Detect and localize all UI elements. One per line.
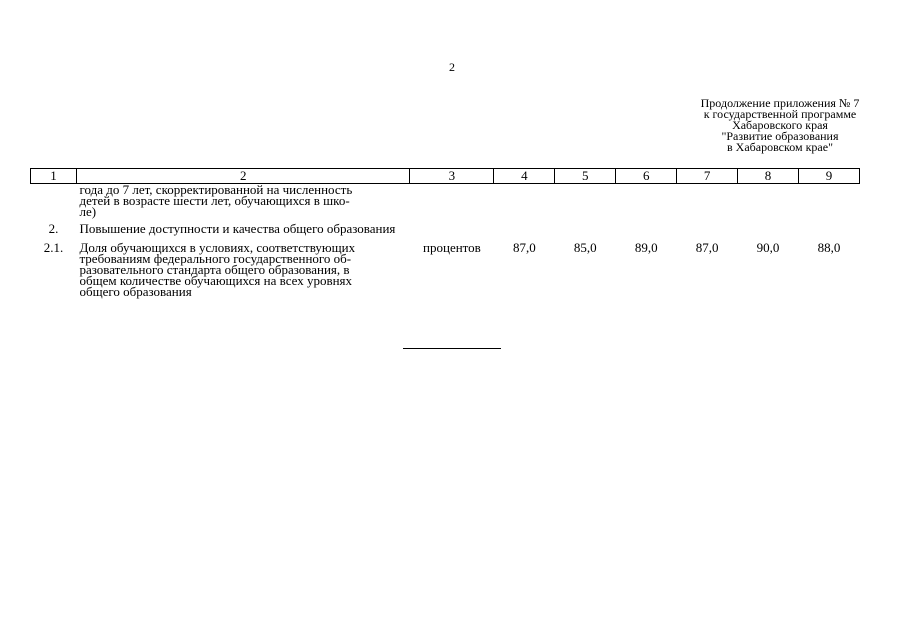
continuation-row xyxy=(31,184,860,218)
text-line: детей в возрасте шести лет, обучающихся в шко- xyxy=(79,193,350,208)
indicators-table xyxy=(30,168,860,297)
section-title: Повышение доступности и качества общего образования xyxy=(79,221,396,236)
column-header-3: 3 xyxy=(410,169,494,184)
appendix-header-line: Продолжение приложения № 7 xyxy=(700,96,860,110)
appendix-header xyxy=(660,98,900,153)
text-line: года до 7 лет, скорректированной на численность xyxy=(79,182,353,197)
text-line: Доля обучающихся в условиях, соответствующих xyxy=(79,240,356,255)
value-cell: 89,0 xyxy=(634,240,658,255)
appendix-header-line: "Развитие образования xyxy=(721,129,839,143)
appendix-header-line: в Хабаровском крае" xyxy=(727,140,833,154)
column-header-4: 4 xyxy=(494,169,555,184)
row-unit: процентов xyxy=(423,240,481,255)
section-number: 2. xyxy=(48,221,59,236)
column-header-7: 7 xyxy=(677,169,738,184)
column-header-1: 1 xyxy=(31,169,77,184)
column-header-5: 5 xyxy=(555,169,616,184)
value-cell: 85,0 xyxy=(573,240,597,255)
appendix-header-line: к государственной программе xyxy=(703,107,857,121)
text-line: ле) xyxy=(79,204,97,219)
end-divider xyxy=(403,348,501,349)
column-header-8: 8 xyxy=(738,169,799,184)
section-row xyxy=(31,217,860,242)
text-line: общем количестве обучающихся на всех уровнях xyxy=(79,273,353,288)
table-row xyxy=(31,242,860,297)
continuation-text xyxy=(76,184,410,218)
row-description xyxy=(76,242,410,297)
column-header-2: 2 xyxy=(76,169,410,184)
row-number: 2.1. xyxy=(43,240,64,255)
appendix-header-line: Хабаровского края xyxy=(732,118,828,132)
value-cell: 87,0 xyxy=(695,240,719,255)
column-header-6: 6 xyxy=(616,169,677,184)
page-number: 2 xyxy=(449,60,455,74)
value-cell: 87,0 xyxy=(512,240,536,255)
column-header-9: 9 xyxy=(799,169,860,184)
text-line: разовательного стандарта общего образования, в xyxy=(79,262,350,277)
value-cell: 88,0 xyxy=(817,240,841,255)
text-line: требованиям федерального государственного об- xyxy=(79,251,352,266)
value-cell: 90,0 xyxy=(756,240,780,255)
text-line: общего образования xyxy=(79,284,192,299)
